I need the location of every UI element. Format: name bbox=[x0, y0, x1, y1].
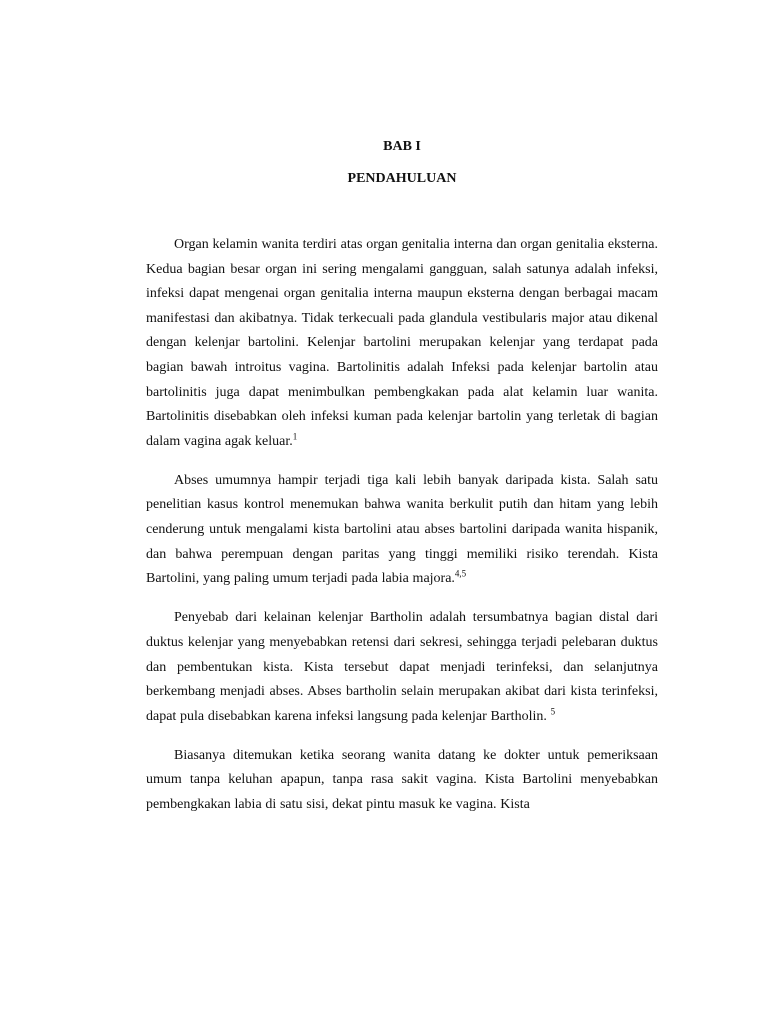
body-text bbox=[146, 233, 658, 818]
chapter-title: PENDAHULUAN bbox=[347, 171, 457, 186]
paragraph-text: Biasanya ditemukan ketika seorang wanita datang ke dokter untuk pemeriksaan umum tanpa keluhan apapun, tanpa rasa sakit vagina. Kista Bartolini menyebabkan pembengkakan labia di satu sisi, dekat pintu masuk ke vagina. Kista bbox=[146, 747, 658, 812]
chapter-number: BAB I bbox=[383, 139, 421, 154]
paragraph-text: Abses umumnya hampir terjadi tiga kali lebih banyak daripada kista. Salah satu penelitian kasus kontrol menemukan bahwa wanita berkulit putih dan hitam yang lebih cenderung untuk mengalami kista bartolini atau abses bartolini daripada wanita hispanik, dan bahwa perempuan dengan paritas yang tinggi memiliki risiko terendah. Kista Bartolini, yang paling umum terjadi pada labia majora. bbox=[146, 472, 658, 587]
paragraph-2 bbox=[146, 469, 658, 592]
paragraph-text: Organ kelamin wanita terdiri atas organ genitalia interna dan organ genitalia eksterna. Kedua bagian besar organ ini sering mengalami gangguan, salah satunya adalah infeksi, infeksi dapat mengenai organ genitalia interna maupun eksterna dengan berbagai macam manifestasi dan akibatnya. Tidak terkecuali pada glandula vestibularis major atau dikenal dengan kelenjar bartolini. Kelenjar bartolini merupakan kelenjar yang terdapat pada bagian bawah introitus vagina. Bartolinitis adalah Infeksi pada kelenjar bartolin atau bartolinitis juga dapat menimbulkan pembengkakan pada alat kelamin luar wanita. Bartolinitis disebabkan oleh infeksi kuman pada kelenjar bartolin yang terletak di bagian dalam vagina agak keluar. bbox=[146, 237, 658, 449]
paragraph-4 bbox=[146, 744, 658, 818]
footnote-citation: 1 bbox=[292, 431, 298, 442]
paragraph-3 bbox=[146, 606, 658, 729]
footnote-citation: 5 bbox=[550, 706, 556, 717]
footnote-citation: 4,5 bbox=[454, 568, 467, 579]
paragraph-text: Penyebab dari kelainan kelenjar Bartholin adalah tersumbatnya bagian distal dari duktus kelenjar yang menyebabkan retensi dari sekresi, sehingga terjadi pelebaran duktus dan pembentukan kista. Kista tersebut dapat menjadi terinfeksi, dan selanjutnya berkembang menjadi abses. Abses bartholin selain merupakan akibat dari kista terinfeksi, dapat pula disebabkan karena infeksi langsung pada kelenjar Bartholin. bbox=[146, 610, 658, 724]
paragraph-1 bbox=[146, 233, 658, 454]
